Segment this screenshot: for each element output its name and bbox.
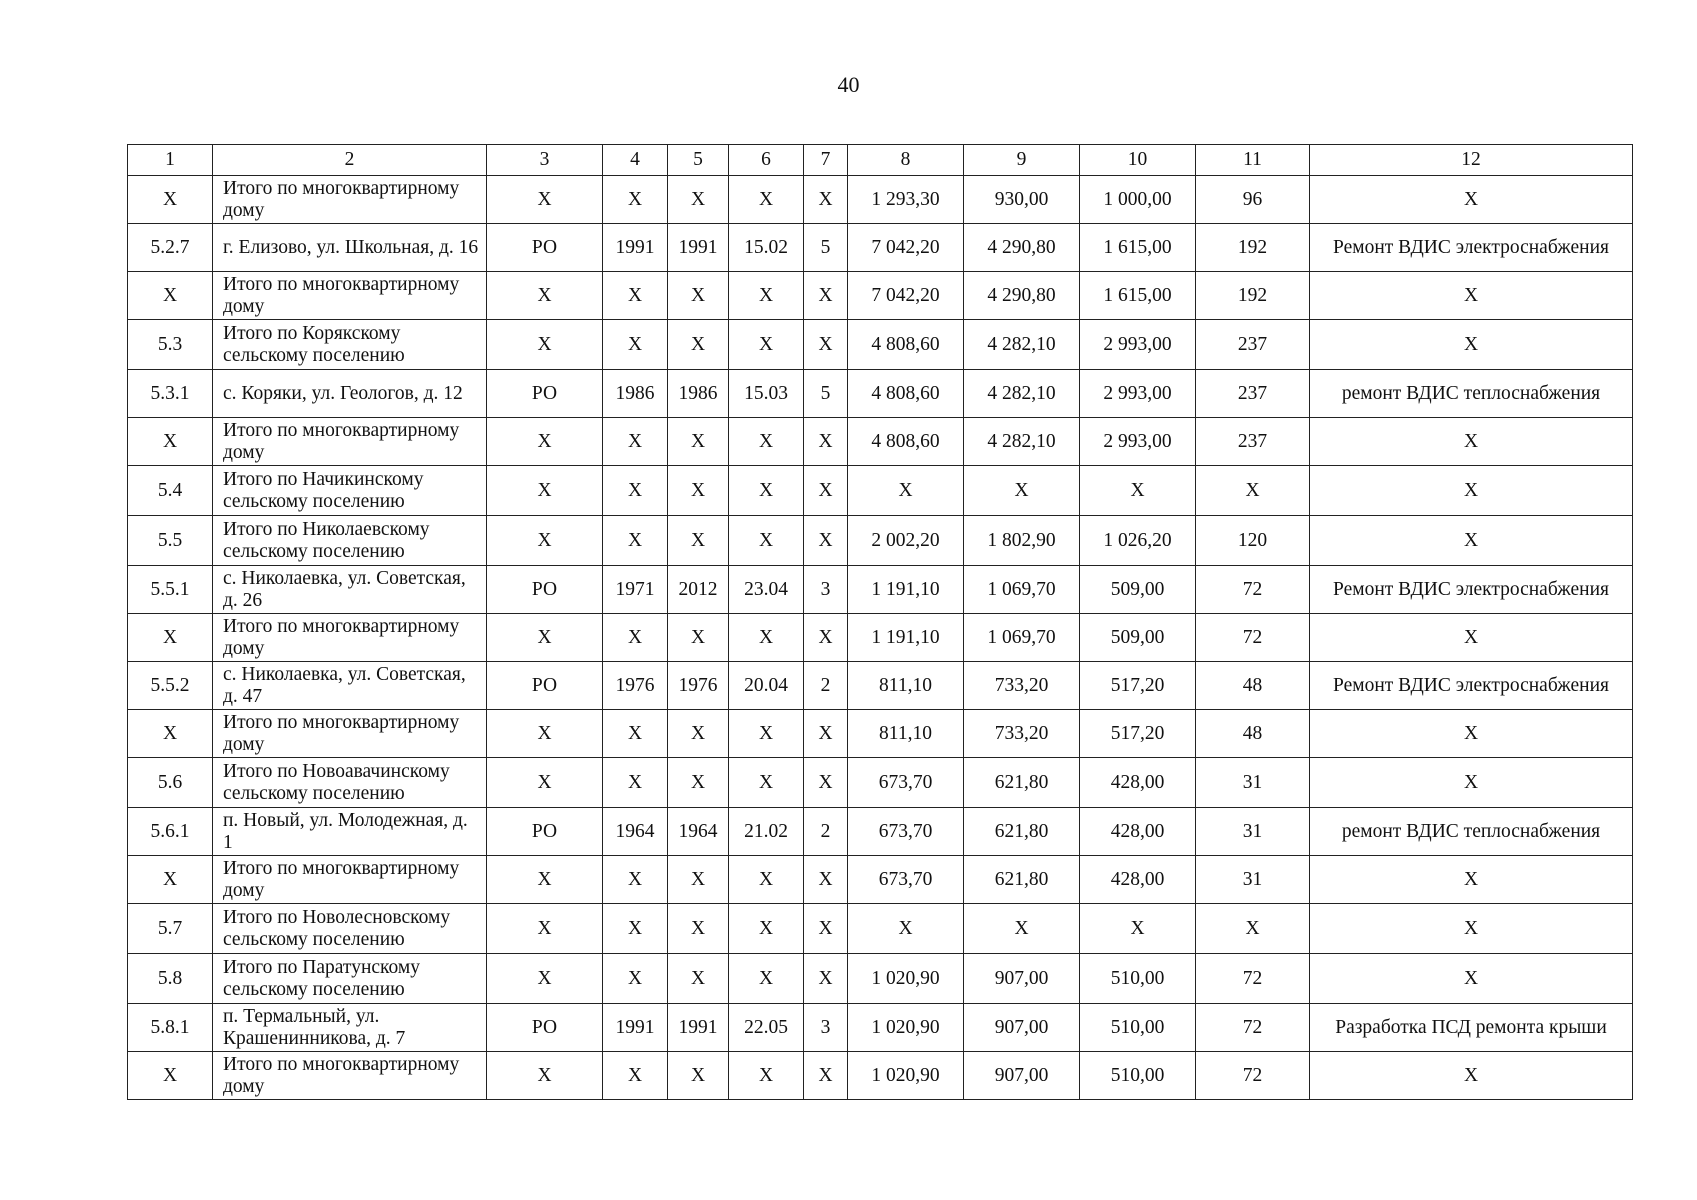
table-cell: Ремонт ВДИС электроснабжения (1310, 566, 1633, 614)
table-cell: Х (603, 176, 668, 224)
table-cell: 510,00 (1080, 1004, 1196, 1052)
table-cell: Х (804, 954, 848, 1004)
table-cell: 2 993,00 (1080, 370, 1196, 418)
column-header: 7 (804, 145, 848, 176)
table-cell: 673,70 (848, 808, 964, 856)
table-cell: 1 615,00 (1080, 272, 1196, 320)
table-cell: Х (668, 466, 729, 516)
table-row (128, 566, 1633, 614)
table-row (128, 904, 1633, 954)
table-cell: 5.6 (128, 758, 213, 808)
table-row (128, 662, 1633, 710)
table-cell: Х (128, 1052, 213, 1100)
table-cell: Х (848, 904, 964, 954)
table-cell: 1 191,10 (848, 566, 964, 614)
table-cell: 5 (804, 224, 848, 272)
table-cell: Итого по Новоавачинскому сельскому поселению (213, 758, 487, 808)
table-cell: 237 (1196, 320, 1310, 370)
table-cell: 517,20 (1080, 662, 1196, 710)
table-cell: 1 026,20 (1080, 516, 1196, 566)
column-header: 6 (729, 145, 804, 176)
table-cell: РО (487, 224, 603, 272)
table-cell: Х (128, 176, 213, 224)
table-cell: Х (603, 418, 668, 466)
table-cell: 4 282,10 (964, 320, 1080, 370)
table-cell: 4 282,10 (964, 370, 1080, 418)
column-header: 9 (964, 145, 1080, 176)
table-cell: Х (487, 320, 603, 370)
table-cell: Х (804, 516, 848, 566)
column-header: 10 (1080, 145, 1196, 176)
table-cell: 48 (1196, 710, 1310, 758)
table-cell: Х (603, 614, 668, 662)
table-cell: 237 (1196, 370, 1310, 418)
table-cell: 72 (1196, 954, 1310, 1004)
table-cell: 5.6.1 (128, 808, 213, 856)
table-cell: Х (1310, 614, 1633, 662)
column-header: 11 (1196, 145, 1310, 176)
table-cell: 510,00 (1080, 1052, 1196, 1100)
table-cell: Итого по многоквартирному дому (213, 856, 487, 904)
column-header: 3 (487, 145, 603, 176)
table-cell: п. Термальный, ул. Крашенинникова, д. 7 (213, 1004, 487, 1052)
table-cell: 673,70 (848, 758, 964, 808)
table-cell: 2 002,20 (848, 516, 964, 566)
table-cell: г. Елизово, ул. Школьная, д. 16 (213, 224, 487, 272)
table-cell: 5.8 (128, 954, 213, 1004)
table-cell: Х (729, 904, 804, 954)
table-cell: 192 (1196, 272, 1310, 320)
table-cell: Х (487, 272, 603, 320)
table-cell: 23.04 (729, 566, 804, 614)
table-cell: Х (804, 614, 848, 662)
table-cell: 31 (1196, 808, 1310, 856)
table-cell: 1971 (603, 566, 668, 614)
table-cell: Итого по Корякскому сельскому поселению (213, 320, 487, 370)
table-cell: Х (128, 856, 213, 904)
table-cell: Х (603, 758, 668, 808)
table-cell: Х (804, 176, 848, 224)
column-header: 1 (128, 145, 213, 176)
table-cell: Разработка ПСД ремонта крыши (1310, 1004, 1633, 1052)
table-cell: Х (128, 710, 213, 758)
table-row (128, 370, 1633, 418)
table-cell: Х (1310, 954, 1633, 1004)
table-cell: Х (603, 466, 668, 516)
table-cell: 428,00 (1080, 758, 1196, 808)
table-row (128, 808, 1633, 856)
table-cell: Х (1310, 758, 1633, 808)
table-cell: 4 808,60 (848, 370, 964, 418)
table-cell: Х (487, 614, 603, 662)
table-cell: Х (668, 418, 729, 466)
table-cell: Х (603, 1052, 668, 1100)
table-cell: Х (729, 272, 804, 320)
table-cell: Х (804, 904, 848, 954)
table-cell: 4 808,60 (848, 320, 964, 370)
table-cell: Итого по многоквартирному дому (213, 710, 487, 758)
table-cell: Х (668, 856, 729, 904)
table-cell: Итого по многоквартирному дому (213, 176, 487, 224)
table-cell: 72 (1196, 1004, 1310, 1052)
table-cell: Х (128, 272, 213, 320)
table-cell: 5.2.7 (128, 224, 213, 272)
table-cell: 5.5 (128, 516, 213, 566)
table-cell: Х (729, 758, 804, 808)
table-cell: Х (804, 1052, 848, 1100)
table-cell: Х (668, 954, 729, 1004)
table-row (128, 614, 1633, 662)
table-cell: Х (729, 176, 804, 224)
table-row (128, 466, 1633, 516)
table-cell: с. Коряки, ул. Геологов, д. 12 (213, 370, 487, 418)
table-cell: Х (668, 176, 729, 224)
table-cell: РО (487, 662, 603, 710)
table-cell: 21.02 (729, 808, 804, 856)
table-cell: 5.5.1 (128, 566, 213, 614)
table-cell: 811,10 (848, 710, 964, 758)
table-cell: 621,80 (964, 856, 1080, 904)
table-row (128, 1004, 1633, 1052)
table-cell: Итого по многоквартирному дому (213, 614, 487, 662)
table-cell: 4 290,80 (964, 272, 1080, 320)
table-cell: Х (487, 1052, 603, 1100)
table-cell: 48 (1196, 662, 1310, 710)
table-cell: 733,20 (964, 662, 1080, 710)
table-cell: Х (1310, 904, 1633, 954)
table-cell: 1 000,00 (1080, 176, 1196, 224)
table-cell: 237 (1196, 418, 1310, 466)
table-cell: 1976 (668, 662, 729, 710)
table-cell: 930,00 (964, 176, 1080, 224)
table-cell: Х (668, 614, 729, 662)
table-cell: Х (603, 272, 668, 320)
table-cell: 5.3 (128, 320, 213, 370)
table-cell: РО (487, 566, 603, 614)
column-header: 12 (1310, 145, 1633, 176)
table-cell: 1 020,90 (848, 1004, 964, 1052)
table-row (128, 320, 1633, 370)
table-cell: Х (668, 272, 729, 320)
column-header: 8 (848, 145, 964, 176)
table-cell: с. Николаевка, ул. Советская, д. 47 (213, 662, 487, 710)
table-cell: Х (487, 176, 603, 224)
table-cell: Х (729, 1052, 804, 1100)
table-cell: 22.05 (729, 1004, 804, 1052)
table-row (128, 418, 1633, 466)
table-cell: 1 020,90 (848, 954, 964, 1004)
page-number: 40 (837, 72, 860, 97)
table-cell: 1 069,70 (964, 614, 1080, 662)
table-cell: 5.3.1 (128, 370, 213, 418)
table-cell: 15.03 (729, 370, 804, 418)
table-cell: 3 (804, 566, 848, 614)
column-header: 4 (603, 145, 668, 176)
table-cell: Х (1196, 904, 1310, 954)
table-cell: Х (1310, 320, 1633, 370)
column-header: 2 (213, 145, 487, 176)
table-cell: Итого по многоквартирному дому (213, 418, 487, 466)
table-cell: 5.8.1 (128, 1004, 213, 1052)
table-row (128, 224, 1633, 272)
table-cell: 5.5.2 (128, 662, 213, 710)
table-cell: 517,20 (1080, 710, 1196, 758)
table-row (128, 272, 1633, 320)
table-row (128, 856, 1633, 904)
table-cell: п. Новый, ул. Молодежная, д. 1 (213, 808, 487, 856)
table-cell: 31 (1196, 758, 1310, 808)
table-cell: 3 (804, 1004, 848, 1052)
table-cell: РО (487, 370, 603, 418)
table-cell: 2012 (668, 566, 729, 614)
table-cell: Х (1080, 466, 1196, 516)
table-cell: ремонт ВДИС теплоснабжения (1310, 808, 1633, 856)
table-cell: Х (603, 904, 668, 954)
table-cell: 907,00 (964, 1004, 1080, 1052)
table-cell: ремонт ВДИС теплоснабжения (1310, 370, 1633, 418)
table-cell: Х (603, 710, 668, 758)
table-cell: 621,80 (964, 808, 1080, 856)
table-cell: Х (668, 320, 729, 370)
table-cell: 1964 (668, 808, 729, 856)
table-cell: 1 293,30 (848, 176, 964, 224)
table-cell: Х (128, 418, 213, 466)
table-cell: Х (603, 320, 668, 370)
table-cell: 428,00 (1080, 856, 1196, 904)
table-cell: Ремонт ВДИС электроснабжения (1310, 224, 1633, 272)
table-cell: 120 (1196, 516, 1310, 566)
table-cell: Х (964, 904, 1080, 954)
table-cell: 1 069,70 (964, 566, 1080, 614)
table-cell: Х (729, 466, 804, 516)
table-cell: Х (487, 904, 603, 954)
table-row (128, 516, 1633, 566)
table-cell: 5 (804, 370, 848, 418)
table-cell: Х (729, 856, 804, 904)
header-row (128, 145, 1633, 176)
table-cell: Итого по Новолесновскому сельскому поселению (213, 904, 487, 954)
table-cell: Итого по многоквартирному дому (213, 272, 487, 320)
table-cell: Х (729, 614, 804, 662)
table-cell: Итого по Начикинскому сельскому поселению (213, 466, 487, 516)
table-cell: РО (487, 808, 603, 856)
table-cell: Х (1080, 904, 1196, 954)
table-cell: 1991 (668, 1004, 729, 1052)
table-cell: Х (1310, 516, 1633, 566)
table-cell: 1 191,10 (848, 614, 964, 662)
table-cell: Х (668, 710, 729, 758)
table-cell: 72 (1196, 614, 1310, 662)
table-cell: 2 (804, 808, 848, 856)
table-cell: Х (1310, 1052, 1633, 1100)
table-row (128, 1052, 1633, 1100)
table-cell: 192 (1196, 224, 1310, 272)
table-cell: Х (487, 758, 603, 808)
table-cell: 4 282,10 (964, 418, 1080, 466)
table-cell: Х (804, 856, 848, 904)
table-cell: РО (487, 1004, 603, 1052)
table-cell: с. Николаевка, ул. Советская, д. 26 (213, 566, 487, 614)
table-cell: 1964 (603, 808, 668, 856)
table-cell: Х (487, 466, 603, 516)
table-cell: 1986 (668, 370, 729, 418)
table-cell: Х (668, 516, 729, 566)
table-cell: 7 042,20 (848, 224, 964, 272)
table-cell: Х (487, 418, 603, 466)
table-cell: 2 993,00 (1080, 320, 1196, 370)
column-header: 5 (668, 145, 729, 176)
table-cell: Х (487, 516, 603, 566)
table-cell: 1 020,90 (848, 1052, 964, 1100)
table-cell: Итого по Николаевскому сельскому поселению (213, 516, 487, 566)
table-cell: 733,20 (964, 710, 1080, 758)
table-cell: Х (668, 1052, 729, 1100)
table-row (128, 710, 1633, 758)
table-cell: Х (487, 710, 603, 758)
table-cell: Х (668, 758, 729, 808)
table-cell: Х (603, 856, 668, 904)
table-cell: Х (804, 418, 848, 466)
table-cell: Ремонт ВДИС электроснабжения (1310, 662, 1633, 710)
table-cell: 1991 (603, 224, 668, 272)
table-cell: Х (1310, 856, 1633, 904)
table-cell: Х (804, 272, 848, 320)
table-cell: Х (487, 856, 603, 904)
table-cell: 5.4 (128, 466, 213, 516)
table-cell: 5.7 (128, 904, 213, 954)
table-cell: 2 993,00 (1080, 418, 1196, 466)
table-cell: Итого по многоквартирному дому (213, 1052, 487, 1100)
table-row (128, 758, 1633, 808)
table-cell: 4 808,60 (848, 418, 964, 466)
table-cell: 1976 (603, 662, 668, 710)
table-cell: 96 (1196, 176, 1310, 224)
table-cell: Х (1310, 176, 1633, 224)
table-cell: 673,70 (848, 856, 964, 904)
table-cell: 1986 (603, 370, 668, 418)
table-cell: Х (603, 516, 668, 566)
table-cell: 907,00 (964, 954, 1080, 1004)
table-cell: 72 (1196, 566, 1310, 614)
table-cell: 428,00 (1080, 808, 1196, 856)
table-cell: 4 290,80 (964, 224, 1080, 272)
table-cell: 1 615,00 (1080, 224, 1196, 272)
table-cell: Х (804, 466, 848, 516)
table-cell: Х (804, 758, 848, 808)
table-cell: Х (729, 954, 804, 1004)
table-cell: Х (848, 466, 964, 516)
table-cell: 20.04 (729, 662, 804, 710)
table-cell: 509,00 (1080, 614, 1196, 662)
table-cell: Х (804, 320, 848, 370)
table-cell: 1991 (668, 224, 729, 272)
table-cell: 621,80 (964, 758, 1080, 808)
table-cell: 31 (1196, 856, 1310, 904)
table-cell: Х (1310, 710, 1633, 758)
table-cell: Х (1310, 418, 1633, 466)
table-cell: Х (804, 710, 848, 758)
table-cell: Х (128, 614, 213, 662)
table-cell: Х (487, 954, 603, 1004)
table-row (128, 954, 1633, 1004)
table-cell: Х (729, 710, 804, 758)
table-cell: 72 (1196, 1052, 1310, 1100)
table-row (128, 176, 1633, 224)
table-cell: Х (964, 466, 1080, 516)
table-cell: 509,00 (1080, 566, 1196, 614)
table-cell: 1 802,90 (964, 516, 1080, 566)
table-cell: Х (729, 320, 804, 370)
table-cell: 2 (804, 662, 848, 710)
table-cell: 1991 (603, 1004, 668, 1052)
table-cell: 811,10 (848, 662, 964, 710)
table-cell: 15.02 (729, 224, 804, 272)
table-cell: 510,00 (1080, 954, 1196, 1004)
table-cell: Итого по Паратунскому сельскому поселению (213, 954, 487, 1004)
table-cell: Х (668, 904, 729, 954)
data-table (127, 144, 1633, 1100)
table-cell: Х (1196, 466, 1310, 516)
table-cell: Х (603, 954, 668, 1004)
table-cell: Х (729, 418, 804, 466)
table-cell: Х (729, 516, 804, 566)
table-cell: Х (1310, 466, 1633, 516)
table-cell: 907,00 (964, 1052, 1080, 1100)
table-cell: 7 042,20 (848, 272, 964, 320)
table-cell: Х (1310, 272, 1633, 320)
